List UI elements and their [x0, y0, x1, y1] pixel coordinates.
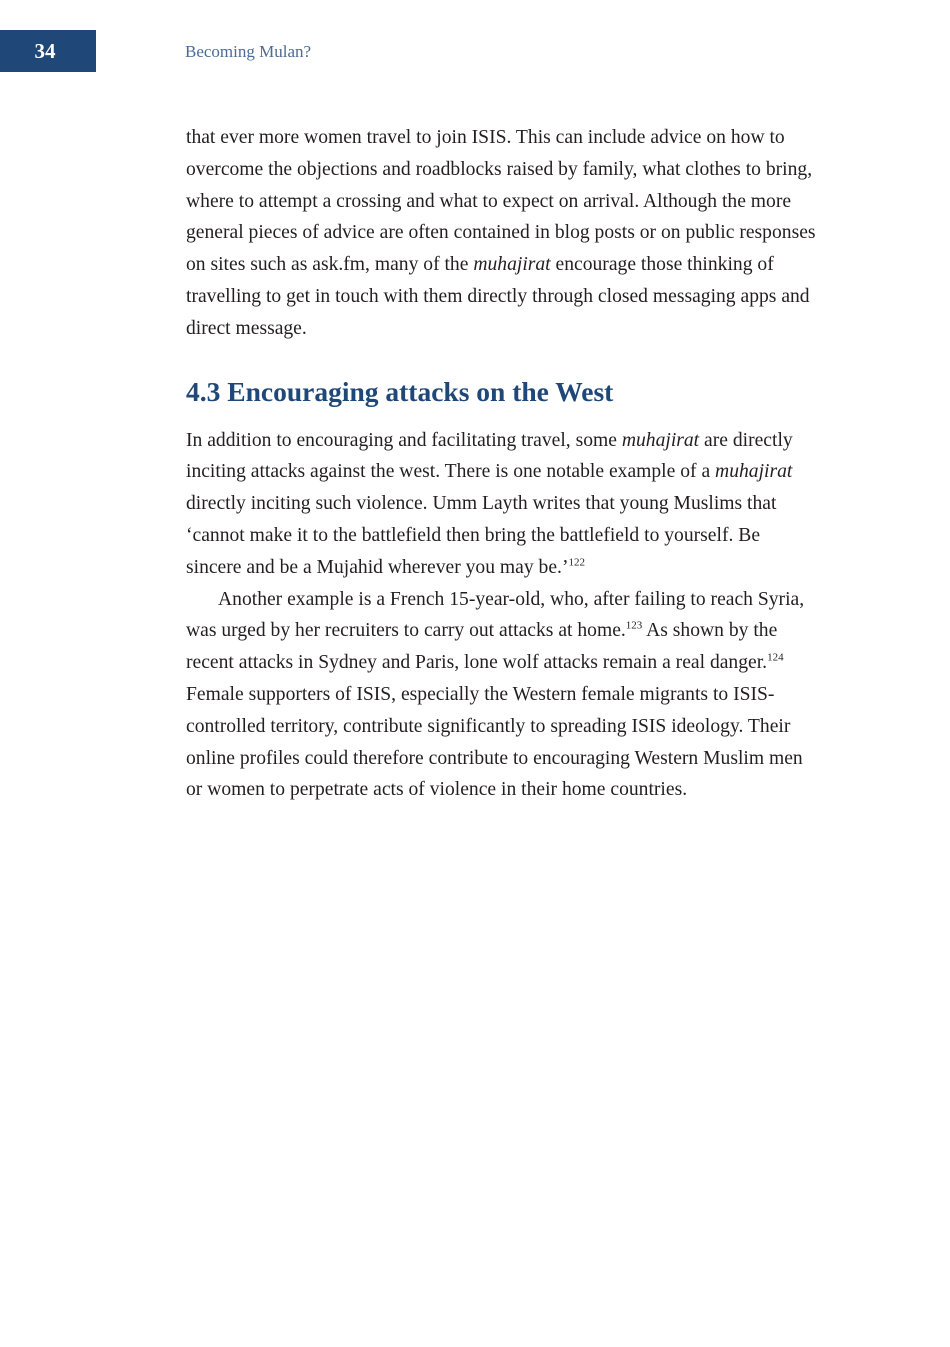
- page-body: [186, 122, 816, 806]
- text-run: that ever more women travel to join ISIS. This can include advice on how to overcome the objections and roadblocks raised by family, what clothes to bring, where to attempt a crossing and what to expect on arrival. Although the more general pieces of advice are often contained in blog posts or on public responses on sites such as ask.fm, many of the: [186, 127, 816, 276]
- body-paragraph-continued: [186, 122, 816, 345]
- page-number: 34: [0, 30, 96, 72]
- body-paragraph: [186, 425, 816, 584]
- text-run: As shown by the recent attacks in Sydney and Paris, lone wolf attacks remain a real danger.: [186, 620, 778, 674]
- footnote-reference[interactable]: 123: [625, 619, 643, 632]
- text-run: Female supporters of ISIS, especially the Western female migrants to ISIS-controlled territory, contribute significantly to spreading ISIS ideology. Their online profiles could therefore contribute to encouraging Western Muslim men or women to perpetrate acts of violence in their home countries.: [186, 683, 803, 801]
- text-run: encourage those thinking of travelling to get in touch with them directly through closed messaging apps and direct message.: [186, 254, 810, 339]
- section-heading: 4.3 Encouraging attacks on the West: [186, 375, 614, 407]
- running-header-title: Becoming Mulan?: [185, 42, 312, 61]
- text-run: are directly inciting attacks against the west. There is one notable example of a: [186, 429, 793, 483]
- italic-term: muhajirat: [473, 254, 551, 276]
- text-run: directly inciting such violence. Umm Layth writes that young Muslims that ‘cannot make it to the battlefield then bring the battlefield to yourself. Be sincere and be a Mujahid wherever you may be.’: [186, 493, 777, 578]
- text-run: In addition to encouraging and facilitating travel, some: [186, 429, 622, 451]
- italic-term: muhajirat: [621, 429, 700, 451]
- text-run: Another example is a French 15-year-old, who, after failing to reach Syria, was urged by her recruiters to carry out attacks at home.: [186, 588, 805, 642]
- footnote-reference[interactable]: 122: [568, 556, 585, 569]
- italic-term: muhajirat: [715, 461, 793, 483]
- footnote-reference[interactable]: 124: [767, 651, 784, 664]
- body-paragraph: [186, 584, 816, 807]
